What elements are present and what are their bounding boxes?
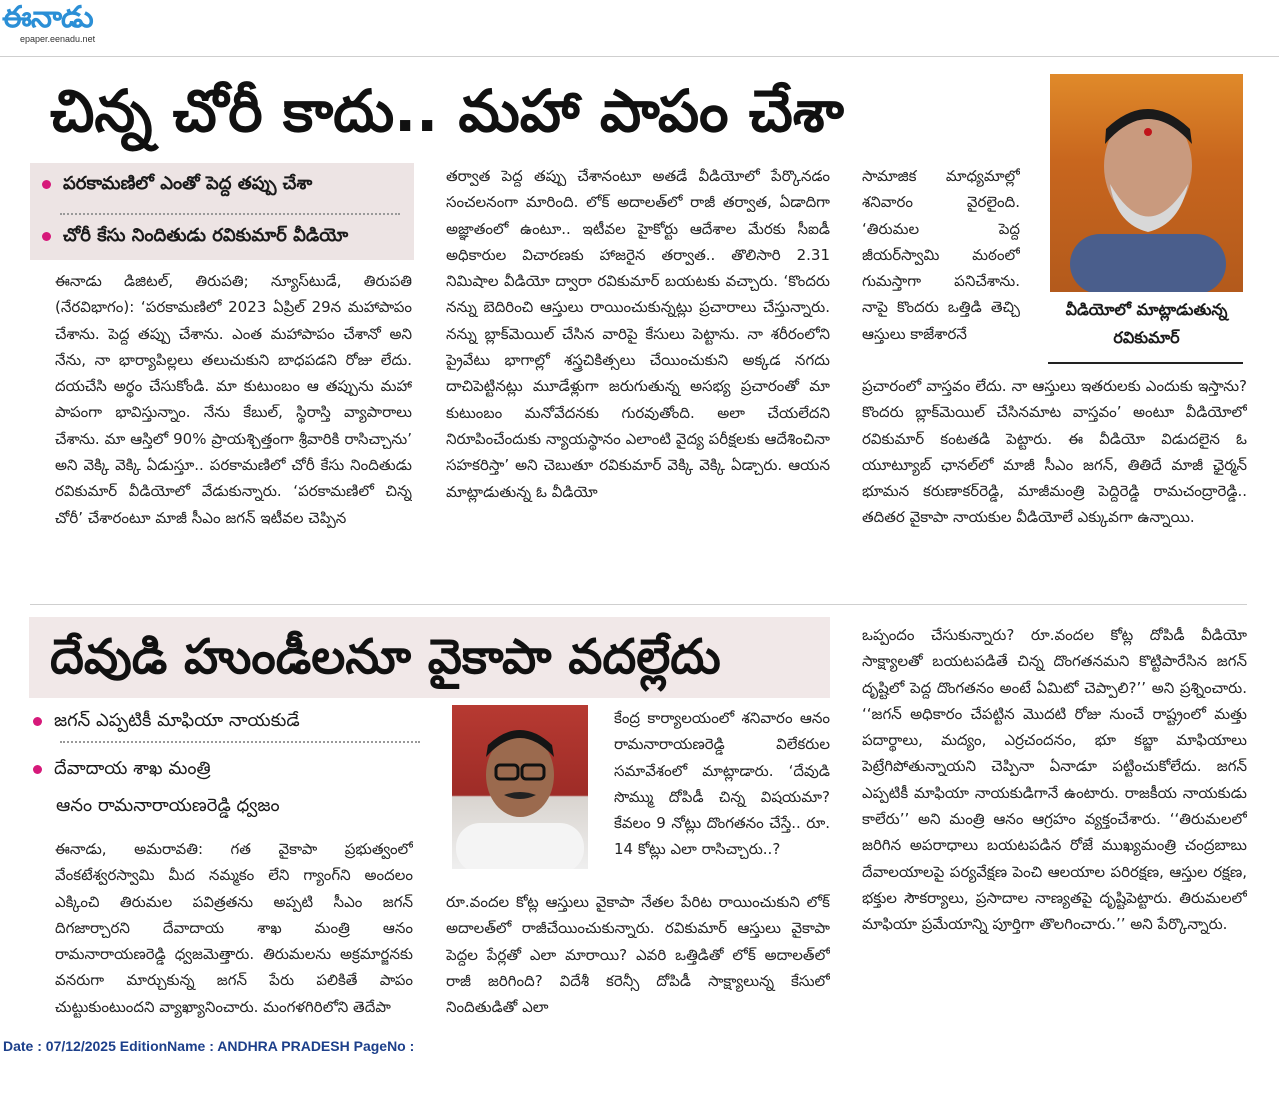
dotted-divider <box>60 213 400 215</box>
bullet-icon <box>33 765 42 774</box>
bullet-icon <box>33 717 42 726</box>
anam-photo <box>452 705 588 869</box>
bullet-icon <box>42 180 51 189</box>
article2-column-4: ఒప్పందం చేసుకున్నారు? రూ.వందల కోట్ల దోపిడీ వీడియో సాక్ష్యాలతో బయటపడితే చిన్న దొంగతనమని కొట్టిపారేసిన జగన్ దృష్టిలో పెద్ద దొంగతనం అంటే ఏమిటో చెప్పాలి?’’ అని ప్రశ్నించారు. ‘‘జగన్ అధికారం చేపట్టిన మొదటి రోజు నుంచే రాష్ట్రంలో మత్తు పదార్థాలు, మద్యం, ఎర్రచందనం, భూ కబ్జా మాఫియాలు పెట్రేగిపోతున్నాయని చెప్పినా ఏనాడూ పట్టించుకోలేదు. జగన్ ఎప్పటికీ మాఫియా నాయకుడిగానే ఉంటారు. రాజకీయ నాయకుడు కాలేరు’’ అని మంత్రి ఆనం ఆగ్రహం వ్యక్తంచేశారు. ‘‘తిరుమలలో జరిగిన అపరాధాలు బయటపడిన రోజే ముఖ్యమంత్రి చంద్రబాబు దేవాలయాలపై పర్యవేక్షణ పెంచి ఆలయాల పరిరక్షణ, ఆస్తుల రక్షణ, భక్తుల సౌకర్యాలు, ప్రసాదాల నాణ్యతపై దృష్టిపెట్టారు. తిరుమలలో మాఫియా ప్రమేయాన్ని పూర్తిగా తొలగించారు.’’ అని పేర్కొన్నారు. <box>862 626 1247 934</box>
dotted-divider <box>60 741 420 743</box>
article1-highlight-2: చోరీ కేసు నిందితుడు రవికుమార్ వీడియో <box>42 225 408 250</box>
top-rule <box>0 56 1279 57</box>
article2-highlight-3: ఆనం రామనారాయణరెడ్డి ధ్వజం <box>56 795 280 816</box>
person-silhouette-icon <box>452 705 588 869</box>
logo-wordmark: ఈనాడు <box>2 0 93 35</box>
article2-column-2: కేంద్ర కార్యాలయంలో శనివారం ఆనం రామనారాయణరెడ్డి విలేకరుల సమావేశంలో మాట్లాడారు. ‘దేవుడి సొమ్ము దోపిడీ చిన్న విషయమా? కేవలం 9 నోట్లు దొంగతనం చేస్తే.. రూ. 14 కోట్లు ఎలా రాసిచ్చారు..? <box>614 709 830 859</box>
article1-headline: చిన్న చోరీ కాదు.. మహా పాపం చేశా <box>50 77 844 145</box>
article2-column-1: ఈనాడు, అమరావతి: గత వైకాపా ప్రభుత్వంలో వేంకటేశ్వరస్వామి మీద నమ్మకం లేని గ్యాంగ్‌ని అందలం ఎక్కించి తిరుమల పవిత్రతను అప్పటి సీఎం జగన్ దిగజార్చారని దేవాదాయ శాఖ మంత్రి ఆనం రామనారాయణరెడ్డి ధ్వజమెత్తారు. తిరుమలను అక్రమార్జనకు వనరుగా మార్చుకున్న జగన్ పేరు పలికితే పాపం చుట్టుకుంటుందని వ్యాఖ్యానించారు. మంగళగిరిలోని తెదేపా <box>55 840 413 1016</box>
article1-column-3: సామాజిక మాధ్యమాల్లో శనివారం వైరలైంది. ‘తిరుమల పెద్ద జీయర్‌స్వామి మఠంలో గుమస్తాగా పనిచేశాను. నాపై కొందరు ఒత్తిడి తెచ్చి ఆస్తులు కాజేశారనే <box>862 167 1020 343</box>
section-divider <box>30 604 1247 605</box>
logo-url: epaper.eenadu.net <box>20 34 96 44</box>
article2-highlight-2: దేవాదాయ శాఖ మంత్రి <box>33 754 211 784</box>
article2-headline: దేవుడి హుండీలనూ వైకాపా వదల్లేదు <box>50 629 721 685</box>
article1-highlight-1: పరకామణిలో ఎంతో పెద్ద తప్పు చేశా <box>42 173 408 198</box>
bullet-icon <box>42 232 51 241</box>
article2-highlight-1: జగన్ ఎప్పటికీ మాఫియా నాయకుడే <box>33 706 300 736</box>
article1-column-1: ఈనాడు డిజిటల్, తిరుపతి; న్యూస్‌టుడే, తిరుపతి (నేరవిభాగం): ‘పరకామణిలో 2023 ఏప్రిల్ 29న మహాపాపం చేశాను. పెద్ద తప్పు చేశాను. ఎంత మహాపాపం చేశానో అని నేను, నా భార్యాపిల్లలు తలుచుకుని బాధపడని రోజు లేదు. దయచేసి అర్థం చేసుకోండి. మా కుటుంబం ఆ తప్పును మహా పాపంగా భావిస్తున్నాం. నేను కేబుల్, స్థిరాస్తి వ్యాపారాలు చేశాను. మా ఆస్తిలో 90% ప్రాయశ్చిత్తంగా శ్రీవారికి రాసిచ్చాను’ అని వెక్కి వెక్కి ఏడుస్తూ.. పరకామణిలో చోరీ కేసు నిందితుడు రవికుమార్ వీడియోలో వేడుకున్నారు. ‘పరకామణిలో చిన్న చోరీ’ చేశారంటూ మాజీ సీఎం జగన్ ఇటీవల చెప్పిన <box>55 272 412 527</box>
ravikumar-photo <box>1050 74 1243 292</box>
article1-highlights <box>30 163 414 260</box>
person-silhouette-icon <box>1050 74 1243 292</box>
edition-footer: Date : 07/12/2025 EditionName : ANDHRA PRADESH PageNo : <box>3 1038 415 1054</box>
photo-caption: వీడియోలో మాట్లాడుతున్న రవికుమార్ <box>1065 300 1228 347</box>
caption-rule <box>1048 362 1243 364</box>
eenadu-logo <box>2 2 124 46</box>
article1-column-2: తర్వాత పెద్ద తప్పు చేశానంటూ అతడే వీడియోలో పేర్కొనడం సంచలనంగా మారింది. లోక్ అదాలత్‌లో రాజీ తర్వాత, ఏడాదిగా అజ్ఞాతంలో ఉంటూ.. ఇటీవల హైకోర్టు ఆదేశాల మేరకు సీఐడీ అధికారుల విచారణకు హాజరైన తర్వాత.. తొలిసారి 2.31 నిమిషాల వీడియో ద్వారా రవికుమార్ బయటకు వచ్చారు. ‘కొందరు నన్ను బెదిరించి ఆస్తులు రాయించుకున్నట్లు ప్రచారాలు చేస్తున్నారు. నన్ను బ్లాక్‌మెయిల్ చేసిన వారిపై కేసులు పెట్టాను. నా శరీరంలోని ప్రైవేటు భాగాల్లో శస్త్రచికిత్సలు చేయించుకుని అక్కడ నగదు దాచిపెట్టినట్లు మూడేళ్లుగా జరుగుతున్న అసభ్య ప్రచారంతో మా కుటుంబం మనోవేదనకు గురవుతోంది. అలా చేయలేదని నిరూపించేందుకు న్యాయస్థానం ఎలాంటి వైద్య పరీక్షలకు ఆదేశించినా సహకరిస్తా’ అని చెబుతూ రవికుమార్ వెక్కి వెక్కి ఏడ్చారు. ఆయన మాట్లాడుతున్న ఓ వీడియో <box>446 167 830 501</box>
article2-column-3: రూ.వందల కోట్ల ఆస్తులు వైకాపా నేతల పేరిట రాయించుకుని లోక్ అదాలత్‌లో రాజీచేయించుకున్నారు. రవికుమార్ ఆస్తులు వైకాపా పెద్దల పేర్లతో ఎలా మారాయి? ఎవరి ఒత్తిడితో లోక్ అదాలత్‌లో రాజీ జరిగింది? విదేశీ కరెన్సీ దోపిడీ సాక్ష్యాలున్న కేసులో నిందితుడితో ఎలా <box>446 893 830 1017</box>
article1-column-4: ప్రచారంలో వాస్తవం లేదు. నా ఆస్తులు ఇతరులకు ఎందుకు ఇస్తాను? కొందరు బ్లాక్‌మెయిల్ చేసినమాట వాస్తవం’ అంటూ వీడియోలో రవికుమార్ కంటతడి పెట్టారు. ఈ వీడియో విడుదలైన ఓ యూట్యూబ్ ఛానల్‌లో మాజీ సీఎం జగన్, తితిదే మాజీ ఛైర్మన్ భూమన కరుణాకర్‌రెడ్డి, మాజీమంత్రి పెద్దిరెడ్డి రామచంద్రారెడ్డి.. తదితర వైకాపా నాయకుల వీడియోలే ఎక్కువగా ఉన్నాయి. <box>862 377 1247 527</box>
